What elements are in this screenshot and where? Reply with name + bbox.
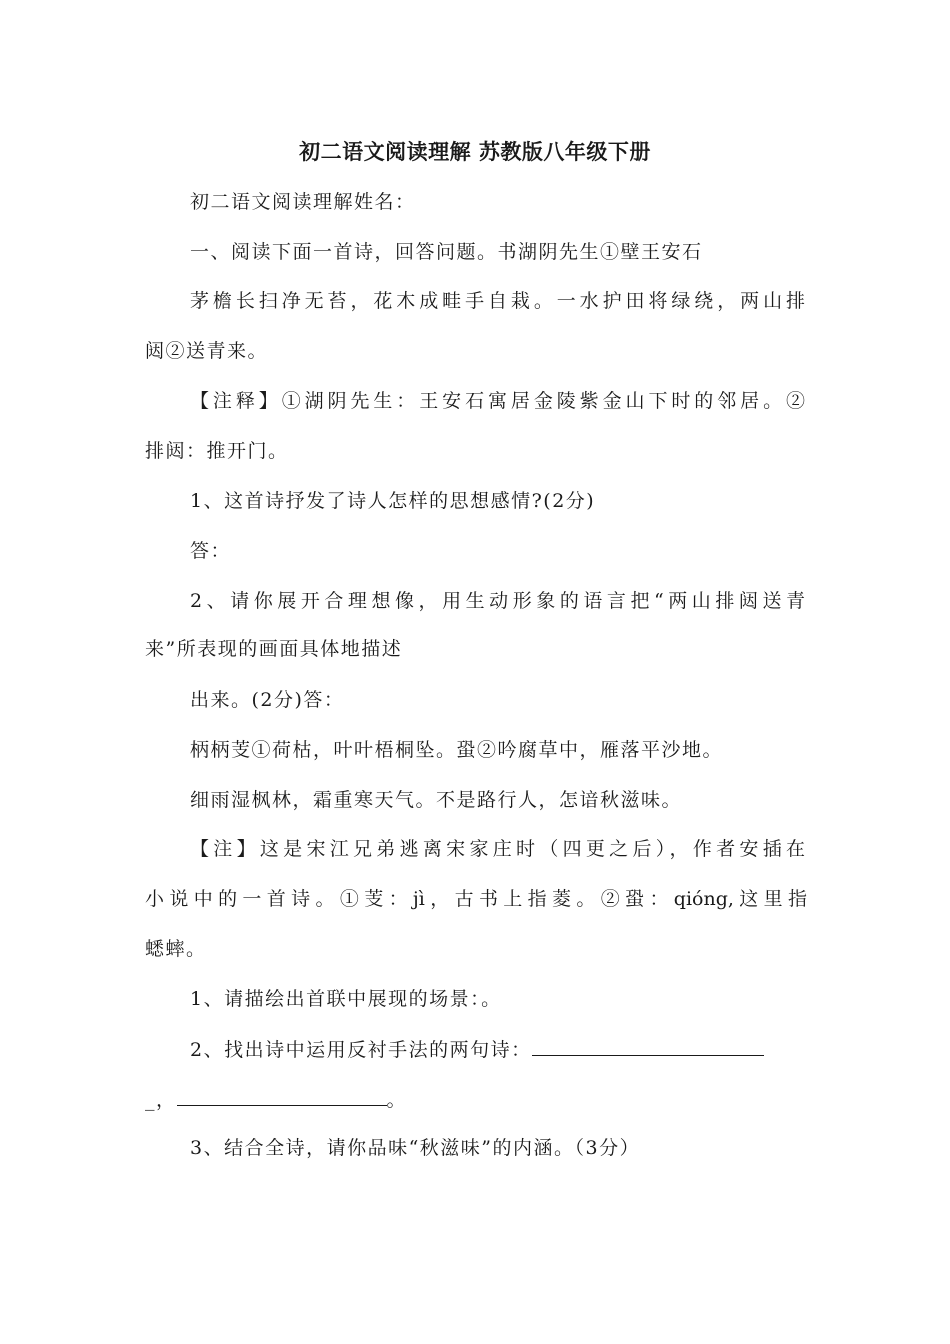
answer-blank-2[interactable] <box>177 1087 387 1106</box>
blank-separator: _， <box>145 1089 177 1111</box>
question-4-line-1 <box>190 1037 764 1062</box>
annotation-line-2: 排闼：推开门。 <box>145 440 289 462</box>
question-3: 1、请描绘出首联中展现的场景：。 <box>190 988 502 1010</box>
poem-line-2: 闼②送青来。 <box>145 340 269 362</box>
note-line-2: 小说中的一首诗。①芰：jì，古书上指菱。②蛩：qióng,这里指 <box>145 888 807 910</box>
name-line: 初二语文阅读理解姓名： <box>190 191 416 213</box>
question-intro: 一、阅读下面一首诗，回答问题。书湖阴先生①壁王安石 <box>190 241 703 263</box>
blank-end: 。 <box>386 1089 408 1111</box>
poem2-line-1: 柄柄芰①荷枯，叶叶梧桐坠。蛩②吟腐草中，雁落平沙地。 <box>190 739 724 761</box>
question-2-line-3: 出来。(2分)答： <box>190 689 345 711</box>
question-2-line-2: 来”所表现的画面具体地描述 <box>145 638 403 660</box>
poem-line-1: 茅檐长扫净无苔，花木成畦手自栽。一水护田将绿绕，两山排 <box>190 290 805 312</box>
question-4-line-2 <box>145 1087 407 1112</box>
poem2-line-2: 细雨湿枫林，霜重寒天气。不是路行人，怎谙秋滋味。 <box>190 789 683 811</box>
question-1: 1、这首诗抒发了诗人怎样的思想感情?(2分) <box>190 490 596 512</box>
note-line-3: 蟋蟀。 <box>145 938 207 960</box>
question-5: 3、结合全诗，请你品味“秋滋味”的内涵。（3分） <box>190 1137 641 1159</box>
question-2-line-1: 2、请你展开合理想像，用生动形象的语言把“两山排闼送青 <box>190 590 805 612</box>
answer-label-1: 答： <box>190 540 232 562</box>
annotation-line-1: 【注释】①湖阴先生：王安石寓居金陵紫金山下时的邻居。② <box>190 390 805 412</box>
page-title: 初二语文阅读理解 苏教版八年级下册 <box>299 140 651 164</box>
question-4-text: 2、找出诗中运用反衬手法的两句诗： <box>190 1039 532 1061</box>
answer-blank-1[interactable] <box>532 1037 764 1056</box>
note-line-1: 【注】这是宋江兄弟逃离宋家庄时（四更之后），作者安插在 <box>190 838 805 860</box>
